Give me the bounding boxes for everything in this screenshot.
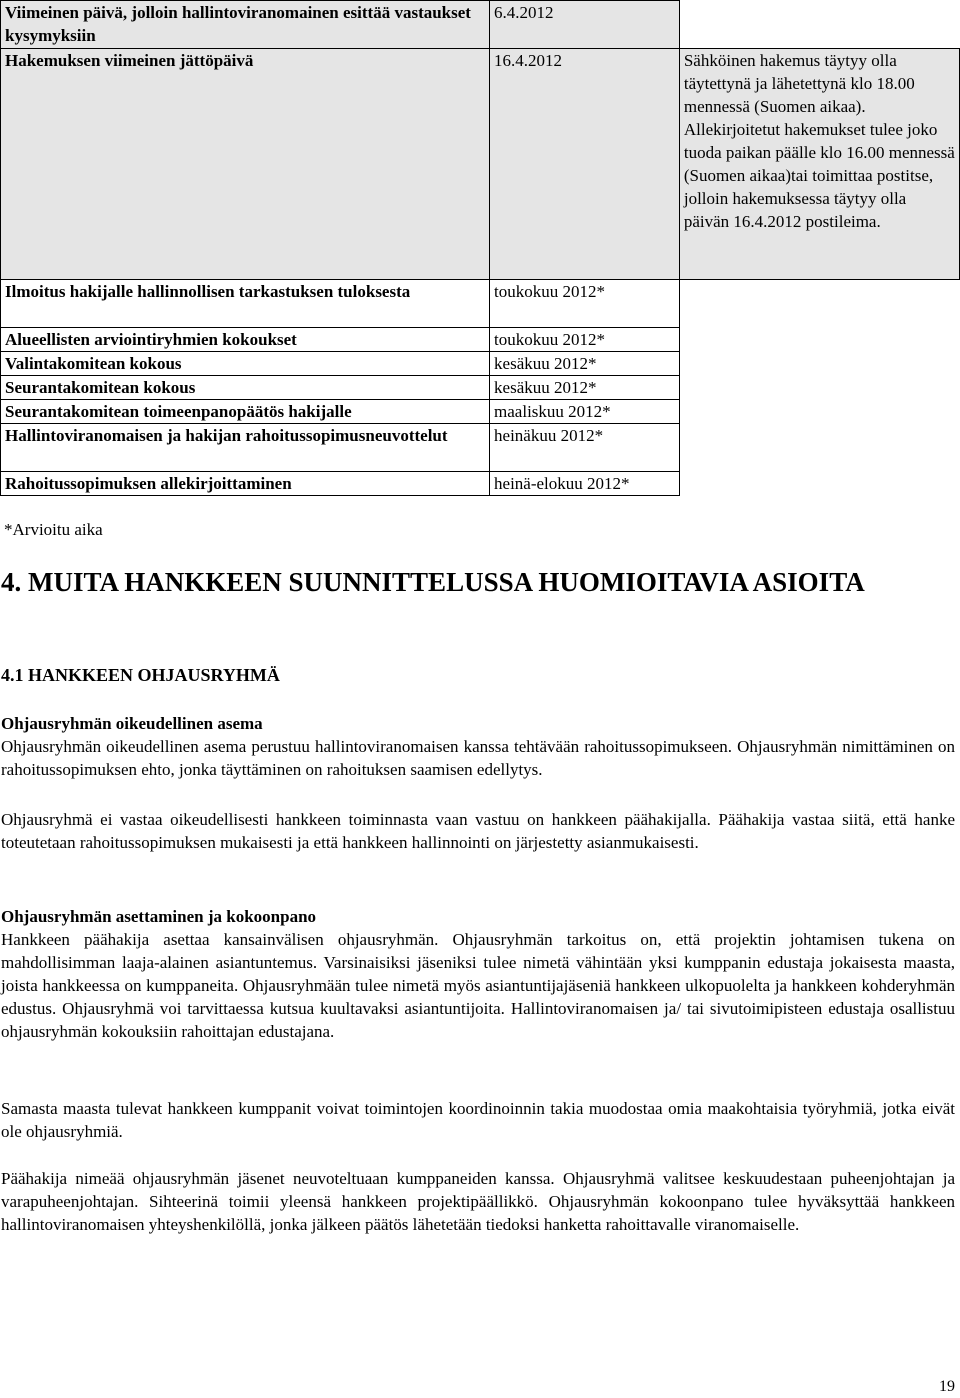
row-value: toukokuu 2012*: [490, 328, 680, 352]
row-note: Sähköinen hakemus täytyy olla täytettynä ja lähetettynä klo 18.00 mennessä (Suomen aikaa). Allekirjoitetut hakemukset tulee joko tuoda paikan päälle klo 16.00 mennessä (Suomen aikaa)tai toimittaa postitse, jolloin hakemuksessa täytyy olla päivän 16.4.2012 postileima.: [679, 49, 959, 280]
legal-status-block: [1, 712, 955, 781]
table-row: [1, 280, 960, 328]
row-label: Hakemuksen viimeinen jättöpäivä: [1, 49, 490, 280]
row-value: toukokuu 2012*: [490, 280, 680, 328]
row-label: Ilmoitus hakijalle hallinnollisen tarkastuksen tuloksesta: [1, 280, 490, 328]
row-note: [679, 1, 959, 49]
table-row: [1, 376, 960, 400]
schedule-table: [0, 0, 960, 496]
row-value: 16.4.2012: [490, 49, 680, 280]
row-label: Rahoitussopimuksen allekirjoittaminen: [1, 472, 490, 496]
paragraph-heading: Ohjausryhmän asettaminen ja kokoonpano: [1, 907, 317, 926]
row-value: kesäkuu 2012*: [490, 352, 680, 376]
table-footnote: *Arvioitu aika: [4, 520, 103, 539]
row-label: Hallintoviranomaisen ja hakijan rahoitussopimusneuvottelut: [1, 424, 490, 472]
table-row: [1, 472, 960, 496]
row-label: Valintakomitean kokous: [1, 352, 490, 376]
table-row: [1, 328, 960, 352]
row-value: heinä-elokuu 2012*: [490, 472, 680, 496]
paragraph: Päähakija nimeää ohjausryhmän jäsenet neuvoteltuaan kumppaneiden kanssa. Ohjausryhmä valitsee keskuudestaan puheenjohtajan ja varapuheenjohtajan. Sihteerinä toimii yleensä hankkeen projektipäällikkö. Ohjausryhmän kokoonpano tulee hyväksyttää hankkeen hallintoviranomaisen yhteyshenkilöllä, jonka jälkeen päätös lähetetään tiedoksi hanketta rahoittavalle viranomaiselle.: [1, 1169, 955, 1234]
composition-block: [1, 905, 955, 1043]
paragraph: Ohjausryhmä ei vastaa oikeudellisesti hankkeen toiminnasta vaan vastuu on hankkeen päähakijalla. Päähakija vastaa siitä, että hanke toteutetaan rahoitussopimuksen mukaisesti ja että hankkeen hallinnointi on järjestetty asianmukaisesti.: [1, 810, 955, 852]
row-value: heinäkuu 2012*: [490, 424, 680, 472]
subsection-title: 4.1 HANKKEEN OHJAUSRYHMÄ: [1, 665, 280, 685]
paragraph-heading: Ohjausryhmän oikeudellinen asema: [1, 714, 263, 733]
table-row: [1, 49, 960, 280]
paragraph: Samasta maasta tulevat hankkeen kumppanit voivat toimintojen koordinoinnin takia muodostaa omia maakohtaisia työryhmiä, jotka eivät ole ohjausryhmiä.: [1, 1099, 955, 1141]
row-label: Viimeinen päivä, jolloin hallintoviranomainen esittää vastaukset kysymyksiin: [1, 1, 490, 49]
table-row: [1, 424, 960, 472]
row-value: maaliskuu 2012*: [490, 400, 680, 424]
row-label: Alueellisten arviointiryhmien kokoukset: [1, 328, 490, 352]
page-number: 19: [939, 1378, 955, 1395]
table-row: [1, 400, 960, 424]
paragraph: Hankkeen päähakija asettaa kansainvälisen ohjausryhmän. Ohjausryhmän tarkoitus on, että projektin johtamisen tukena on mahdollisimman laaja-alainen asiantuntemus. Varsinaisiksi jäseniksi tulee nimetä vähintään yksi kumppanin edustaja jokaisesta maasta, joista hankkeessa on kumppaneita. Ohjausryhmään tulee nimetä myös asiantuntijajäseniä hankkeen ulkopuolelta ja hankkeen kohderyhmän edustus. Ohjausryhmä voi tarvittaessa kutsua kuultavaksi asiantuntijoita. Hallintoviranomaisen ja/ tai sivutoimipisteen edustaja osallistuu ohjausryhmän kokouksiin rahoittajan edustajana.: [1, 930, 955, 1041]
row-value: 6.4.2012: [490, 1, 680, 49]
paragraph: Ohjausryhmän oikeudellinen asema perustuu hallintoviranomaisen kanssa tehtävään rahoitussopimukseen. Ohjausryhmän nimittäminen on rahoitussopimuksen ehto, jonka täyttäminen on rahoituksen saamisen edellytys.: [1, 737, 955, 779]
row-label: Seurantakomitean kokous: [1, 376, 490, 400]
row-value: kesäkuu 2012*: [490, 376, 680, 400]
table-row: [1, 1, 960, 49]
section-title: 4. MUITA HANKKEEN SUUNNITTELUSSA HUOMIOITAVIA ASIOITA: [1, 567, 865, 597]
row-label: Seurantakomitean toimeenpanopäätös hakijalle: [1, 400, 490, 424]
table-row: [1, 352, 960, 376]
